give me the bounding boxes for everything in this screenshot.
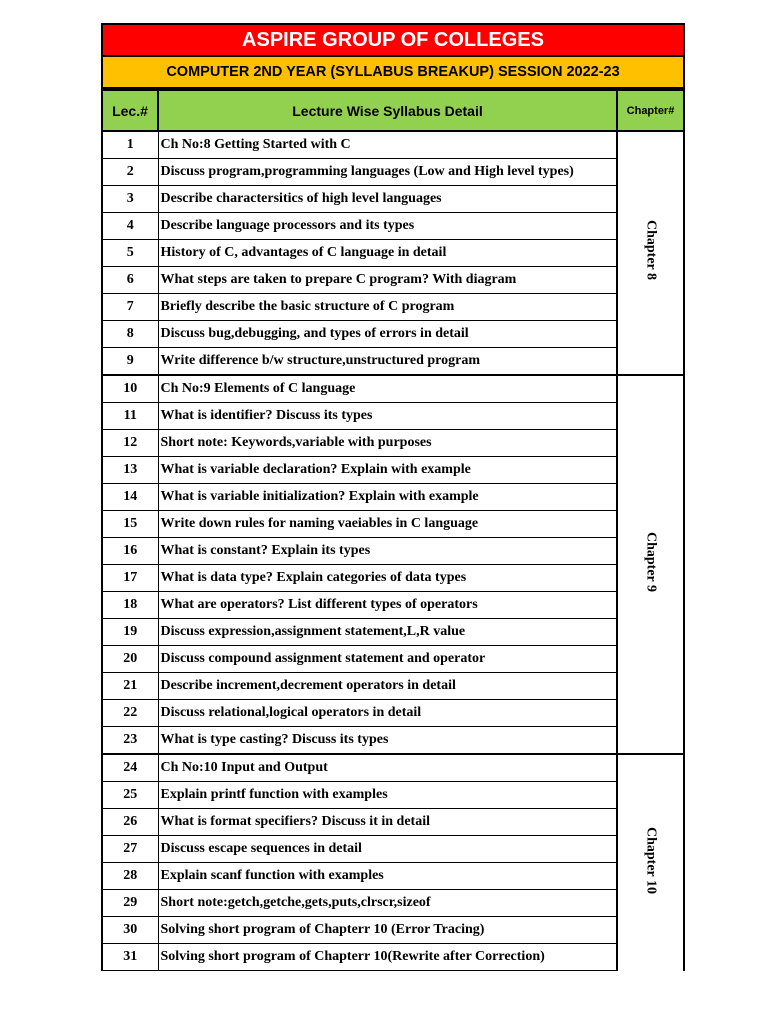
lecture-number: 13 <box>102 457 158 484</box>
lecture-topic: Explain printf function with examples <box>158 782 617 809</box>
table-row <box>102 484 684 511</box>
table-row <box>102 267 684 294</box>
lecture-topic: What is identifier? Discuss its types <box>158 403 617 430</box>
lecture-number: 10 <box>102 375 158 403</box>
table-row <box>102 457 684 484</box>
chapter-label: Chapter 10 <box>643 826 659 894</box>
lecture-number: 1 <box>102 131 158 159</box>
lecture-number: 19 <box>102 619 158 646</box>
lecture-number: 12 <box>102 430 158 457</box>
chapter-cell <box>617 375 684 754</box>
lecture-number: 26 <box>102 809 158 836</box>
table-row <box>102 782 684 809</box>
lecture-number: 11 <box>102 403 158 430</box>
table-row <box>102 348 684 376</box>
table-row <box>102 294 684 321</box>
lecture-number: 22 <box>102 700 158 727</box>
table-row <box>102 646 684 673</box>
syllabus-body <box>102 131 684 971</box>
lecture-topic: Solving short program of Chapterr 10(Rewrite after Correction) <box>158 944 617 971</box>
lecture-number: 16 <box>102 538 158 565</box>
lecture-number: 9 <box>102 348 158 376</box>
table-row <box>102 403 684 430</box>
lecture-topic: Explain scanf function with examples <box>158 863 617 890</box>
lecture-number: 29 <box>102 890 158 917</box>
lecture-number: 27 <box>102 836 158 863</box>
lecture-topic: Discuss escape sequences in detail <box>158 836 617 863</box>
lecture-topic: Briefly describe the basic structure of C program <box>158 294 617 321</box>
lecture-number: 6 <box>102 267 158 294</box>
chapter-cell <box>617 131 684 375</box>
lecture-topic: Ch No:8 Getting Started with C <box>158 131 617 159</box>
lec-column-header: Lec.# <box>102 90 158 131</box>
lecture-topic: What is variable initialization? Explain with example <box>158 484 617 511</box>
lecture-topic: What are operators? List different types of operators <box>158 592 617 619</box>
lecture-number: 28 <box>102 863 158 890</box>
detail-column-header: Lecture Wise Syllabus Detail <box>158 90 617 131</box>
table-header-row <box>102 90 684 131</box>
lecture-topic: Discuss program,programming languages (Low and High level types) <box>158 159 617 186</box>
syllabus-table <box>101 89 685 971</box>
lecture-number: 18 <box>102 592 158 619</box>
lecture-topic: What is variable declaration? Explain with example <box>158 457 617 484</box>
table-row <box>102 511 684 538</box>
syllabus-sheet <box>101 23 685 971</box>
table-row <box>102 430 684 457</box>
table-row <box>102 213 684 240</box>
lecture-number: 4 <box>102 213 158 240</box>
lecture-number: 15 <box>102 511 158 538</box>
table-row <box>102 565 684 592</box>
lecture-topic: Write down rules for naming vaeiables in C language <box>158 511 617 538</box>
table-row <box>102 131 684 159</box>
table-row <box>102 836 684 863</box>
lecture-number: 31 <box>102 944 158 971</box>
lecture-topic: Discuss relational,logical operators in detail <box>158 700 617 727</box>
lecture-topic: Describe language processors and its types <box>158 213 617 240</box>
college-title: ASPIRE GROUP OF COLLEGES <box>101 23 685 57</box>
session-subtitle: COMPUTER 2ND YEAR (SYLLABUS BREAKUP) SESSION 2022-23 <box>101 57 685 89</box>
lecture-number: 20 <box>102 646 158 673</box>
lecture-number: 17 <box>102 565 158 592</box>
lecture-number: 23 <box>102 727 158 755</box>
table-row <box>102 240 684 267</box>
table-row <box>102 159 684 186</box>
lecture-number: 8 <box>102 321 158 348</box>
table-row <box>102 673 684 700</box>
lecture-topic: History of C, advantages of C language in detail <box>158 240 617 267</box>
table-row <box>102 186 684 213</box>
table-row <box>102 890 684 917</box>
lecture-number: 5 <box>102 240 158 267</box>
lecture-topic: Solving short program of Chapterr 10 (Error Tracing) <box>158 917 617 944</box>
chapter-cell <box>617 754 684 971</box>
table-row <box>102 917 684 944</box>
lecture-number: 24 <box>102 754 158 782</box>
lecture-number: 30 <box>102 917 158 944</box>
lecture-topic: Discuss compound assignment statement and operator <box>158 646 617 673</box>
lecture-topic: Short note:getch,getche,gets,puts,clrscr,sizeof <box>158 890 617 917</box>
table-row <box>102 592 684 619</box>
lecture-topic: Discuss expression,assignment statement,L,R value <box>158 619 617 646</box>
lecture-topic: Describe charactersitics of high level languages <box>158 186 617 213</box>
table-row <box>102 700 684 727</box>
table-row <box>102 727 684 755</box>
lecture-topic: What is data type? Explain categories of data types <box>158 565 617 592</box>
table-row <box>102 321 684 348</box>
table-row <box>102 538 684 565</box>
lecture-number: 21 <box>102 673 158 700</box>
table-row <box>102 375 684 403</box>
lecture-topic: What is type casting? Discuss its types <box>158 727 617 755</box>
table-row <box>102 944 684 971</box>
lecture-topic: Discuss bug,debugging, and types of errors in detail <box>158 321 617 348</box>
lecture-number: 2 <box>102 159 158 186</box>
lecture-topic: What steps are taken to prepare C program? With diagram <box>158 267 617 294</box>
lecture-topic: Write difference b/w structure,unstructured program <box>158 348 617 376</box>
lecture-topic: Describe increment,decrement operators in detail <box>158 673 617 700</box>
chapter-label: Chapter 9 <box>643 531 659 593</box>
table-row <box>102 809 684 836</box>
lecture-number: 14 <box>102 484 158 511</box>
lecture-topic: Ch No:9 Elements of C language <box>158 375 617 403</box>
lecture-number: 25 <box>102 782 158 809</box>
lecture-topic: What is format specifiers? Discuss it in detail <box>158 809 617 836</box>
lecture-topic: Ch No:10 Input and Output <box>158 754 617 782</box>
chapter-column-header: Chapter# <box>617 90 684 131</box>
table-row <box>102 619 684 646</box>
table-row <box>102 863 684 890</box>
lecture-topic: What is constant? Explain its types <box>158 538 617 565</box>
lecture-topic: Short note: Keywords,variable with purposes <box>158 430 617 457</box>
lecture-number: 7 <box>102 294 158 321</box>
table-row <box>102 754 684 782</box>
chapter-label: Chapter 8 <box>643 220 659 281</box>
lecture-number: 3 <box>102 186 158 213</box>
